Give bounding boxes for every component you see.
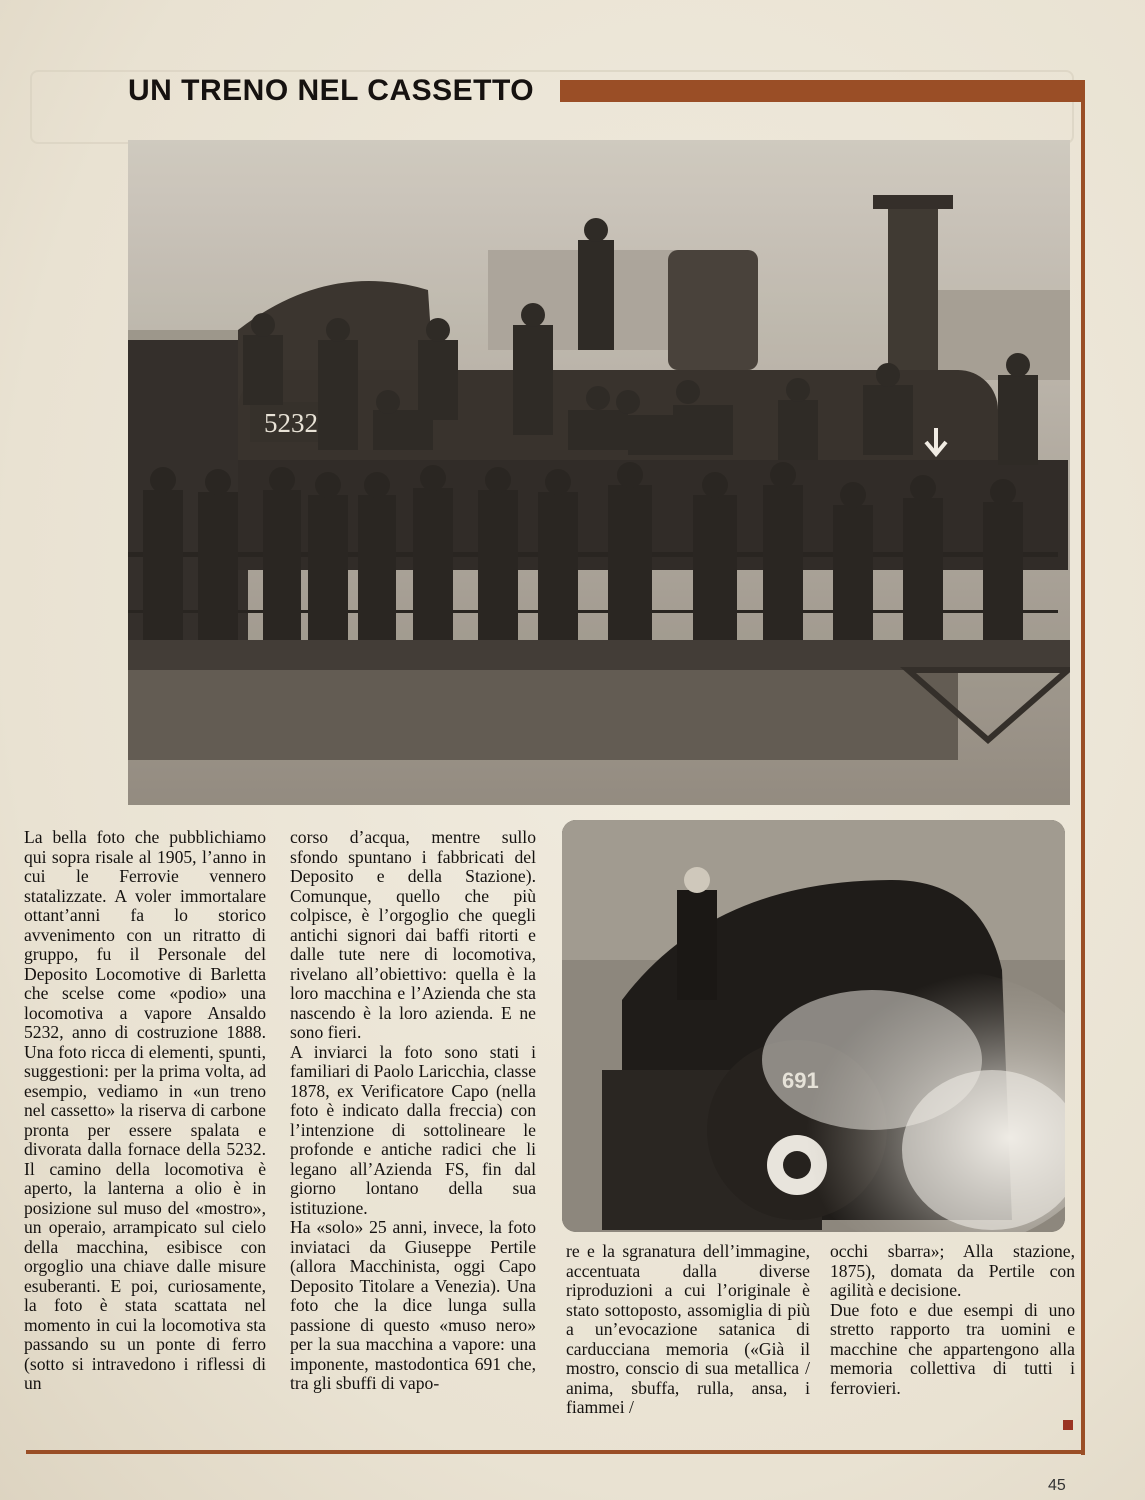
bottom-rule: [26, 1450, 1085, 1454]
article-column-3: [566, 1242, 810, 1418]
locomotive-number-5232: 5232: [264, 408, 318, 438]
article-column-1: [24, 828, 266, 1394]
article-paragraph: re e la sgranatura dell’immagine, accentuata dalla diverse riproduzioni a cui l’originale è stato sottoposto, assomiglia di più a un’evocazione satanica di carducciana memoria («Già il mostro, conscio di sua metallica / anima, sbuffa, rulla, ansa, i fiammei /: [566, 1241, 810, 1417]
end-of-article-mark: [1063, 1420, 1073, 1430]
article-paragraph: La bella foto che pubblichiamo qui sopra risale al 1905, l’anno in cui le Ferrovie vennero statalizzate. A voler immortalare ottant’anni fa lo storico avvenimento con un ritratto di gruppo, fu il Personale del Deposito Locomotive di Barletta che scelse come «podio» una locomotiva a vapore Ansaldo 5232, anno di costruzione 1888. Una foto ricca di elementi, spunti, suggestioni: per la prima volta, ad esempio, vediamo in «un treno nel cassetto» la riserva di carbone pronta per essere spalata e divorata dalla fornace della 5232. Il camino della locomotiva è aperto, la lanterna a olio è in posizione sul muso del «mostro», un operaio, arrampicato sul cielo della macchina, esibisce con orgoglio una chiave dalle misure esuberanti. E poi, curiosamente, la foto è stata scattata nel momento in cui la locomotiva sta passando su un ponte di ferro (sotto si intravedono i riflessi di un: [24, 827, 266, 1393]
article-column-2: [290, 828, 536, 1394]
article-paragraph: A inviarci la foto sono stati i familiari di Paolo Laricchia, classe 1878, ex Verificatore Capo (nella foto è indicato dalla freccia) con l’intenzione di sottolineare le profonde e antiche radici che li legano all’Azienda FS, fin dal giorno lontano della sua istituzione.: [290, 1041, 536, 1218]
side-rule: [1081, 80, 1085, 1455]
article-paragraph: occhi sbarra»; Alla stazione, 1875), domata da Pertile con agilità e decisione.: [830, 1241, 1075, 1300]
article-column-4: [830, 1242, 1075, 1398]
group-photo-locomotive-5232: [128, 140, 1070, 805]
article-paragraph: Ha «solo» 25 anni, invece, la foto inviataci da Giuseppe Pertile (allora Macchinista, oggi Capo Deposito Titolare a Venezia). Una foto che la dice lunga sulla passione di questo «muso nero» per la sua macchina a vapore: una imponente, mastodontica 691 che, tra gli sbuffi di vapo-: [290, 1217, 536, 1393]
article-title: UN TRENO NEL CASSETTO: [128, 74, 535, 107]
page-number: 45: [1048, 1477, 1066, 1494]
photo-locomotive-691: [562, 820, 1065, 1232]
title-rule: [560, 80, 1085, 102]
article-paragraph: Due foto e due esempi di uno stretto rapporto tra uomini e macchine che appartengono alla memoria collettiva di tutti i ferrovieri.: [830, 1299, 1075, 1398]
article-paragraph: corso d’acqua, mentre sullo sfondo spuntano i fabbricati del Deposito e della Stazione). Comunque, quello che più colpisce, è l’orgoglio che quegli antichi signori dai baffi ritorti e dalle tute nere di locomotiva, rivelano all’obiettivo: quella è la loro macchina e l’Azienda che sta nascendo è la loro azienda. E ne sono fieri.: [290, 827, 536, 1042]
